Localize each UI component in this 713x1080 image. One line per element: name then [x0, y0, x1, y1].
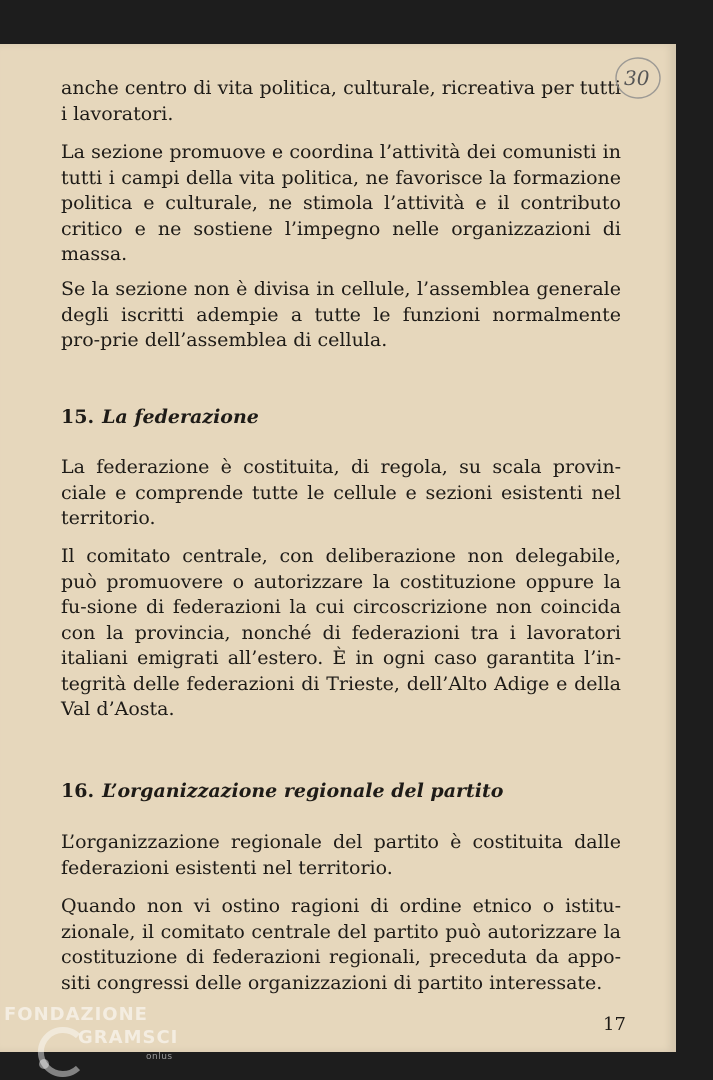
paragraph-intro-2: La sezione promuove e coordina l’attività dei comunisti in tutti i campi della vita politica, ne favorisce la formazione politica e culturale, ne stimola l’attività e il contributo critico e ne sostiene l’impegno nelle organizzazioni di massa. — [61, 141, 621, 265]
paragraph-federazione-2: Il comitato centrale, con deliberazione non delegabile, può promuovere o autorizzare la costituzione oppure la fu-sione di federazioni la cui circoscrizione non coincida con la provincia, nonché di federazioni tra i lavoratori italiani emigrati all’estero. È in ogni caso garantita l’in-tegrità delle federazioni di Trieste, dell’Alto Adige e della Val d’Aosta. — [61, 545, 621, 720]
section-heading-15 — [61, 406, 259, 428]
watermark-line-1: FONDAZIONE — [4, 1004, 148, 1025]
section-number: 16. — [61, 780, 95, 802]
section-title: La federazione — [102, 406, 259, 428]
watermark-line-2: GRAMSCI — [78, 1027, 179, 1048]
paragraph-intro-3: Se la sezione non è divisa in cellule, l’assemblea generale degli iscritti adempie a tutte le funzioni normalmente pro-prie dell’assemblea di cellula. — [61, 278, 621, 351]
watermark-line-3: onlus — [146, 1052, 173, 1062]
paragraph-regionale-1: L’organizzazione regionale del partito è costituita dalle federazioni esistenti nel territorio. — [61, 831, 621, 879]
paragraph-intro-1: anche centro di vita politica, culturale, ricreativa per tutti i lavoratori. — [61, 77, 621, 125]
section-title: L’organizzazione regionale del partito — [102, 780, 504, 802]
page-number: 17 — [603, 1014, 626, 1035]
watermark — [2, 1000, 182, 1078]
paragraph-regionale-2: Quando non vi ostino ragioni di ordine etnico o istitu-zionale, il comitato centrale del partito può autorizzare la costituzione di federazioni regionali, preceduta da appo-siti congressi delle organizzazioni di partito interessate. — [61, 895, 621, 994]
section-heading-16 — [61, 780, 503, 802]
handwritten-annotation-icon — [612, 52, 664, 104]
section-number: 15. — [61, 406, 95, 428]
paragraph-federazione-1: La federazione è costituita, di regola, su scala provin-ciale e comprende tutte le cellule e sezioni esistenti nel territorio. — [61, 456, 621, 529]
annotation-text: 30 — [624, 66, 650, 90]
